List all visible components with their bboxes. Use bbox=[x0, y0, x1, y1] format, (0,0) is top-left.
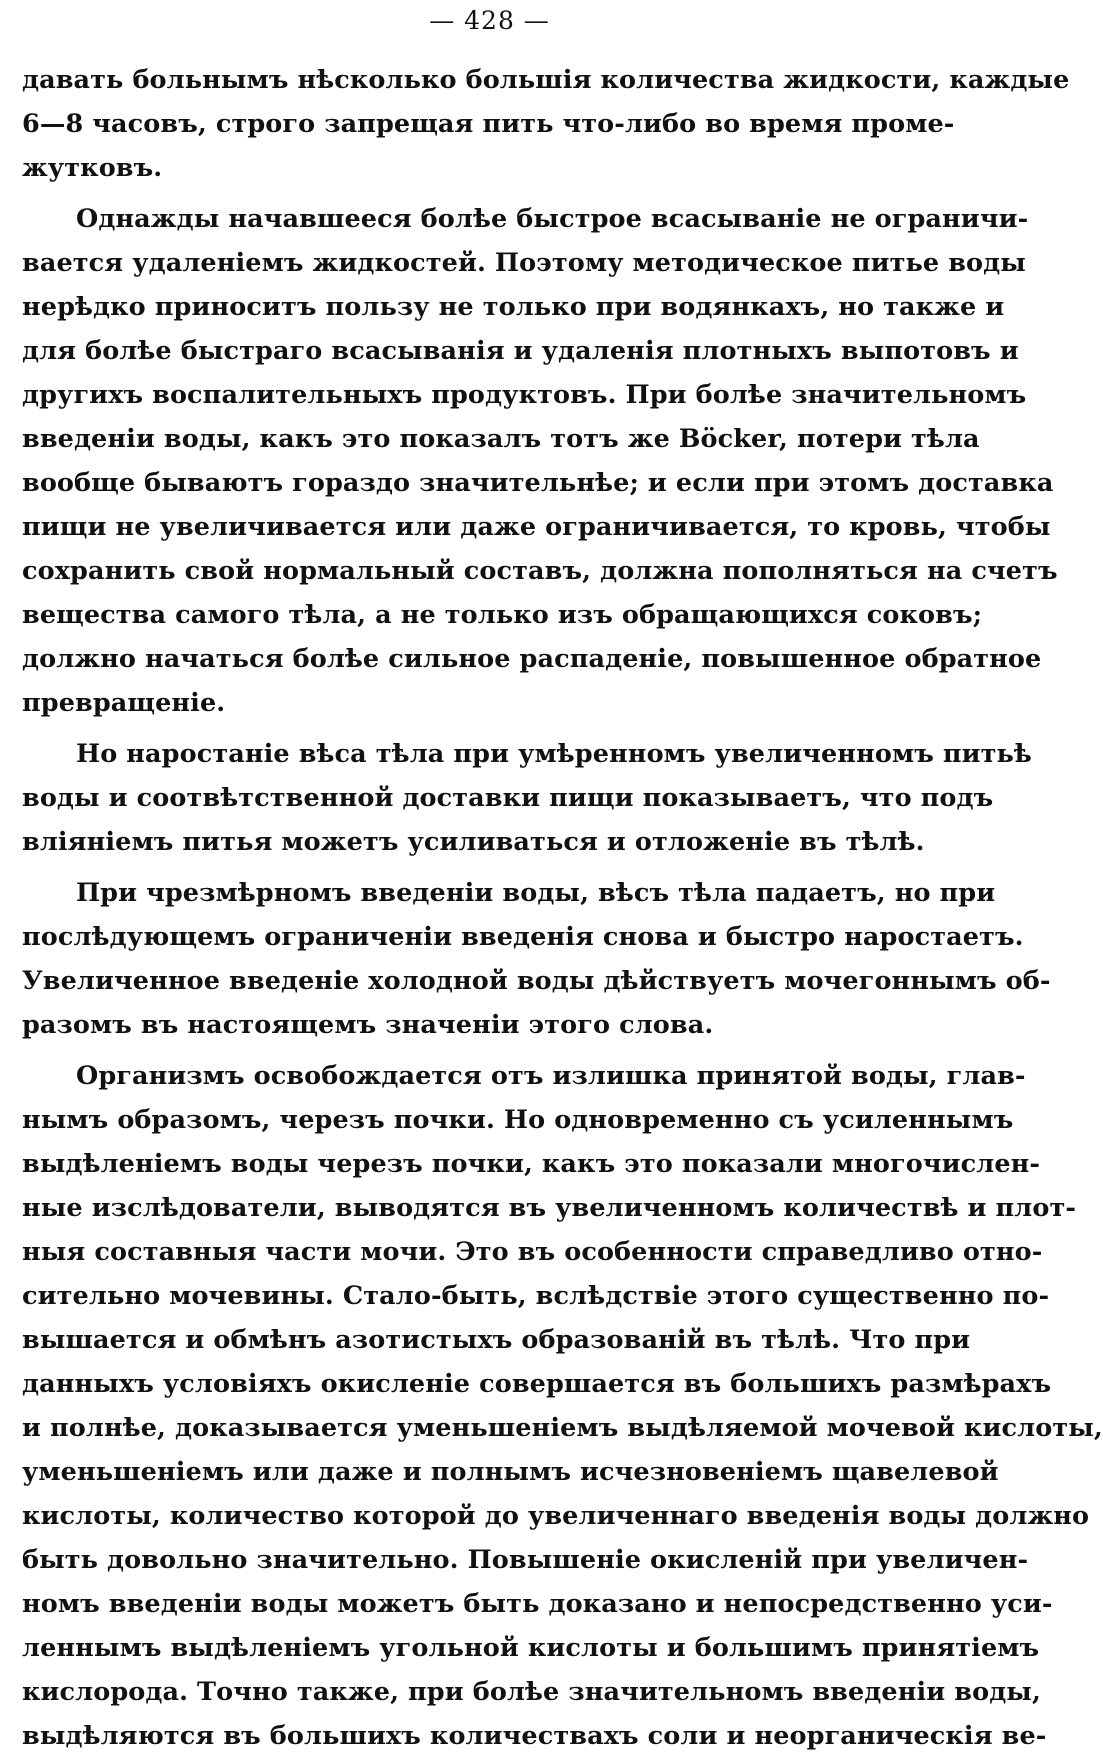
text-line: уменьшеніемъ или даже и полнымъ исчезновеніемъ щавелевой bbox=[22, 1457, 999, 1487]
text-line: Организмъ освобождается отъ излишка принятой воды, глав- bbox=[76, 1061, 1026, 1091]
text-line: превращеніе. bbox=[22, 688, 226, 718]
text-line: Но наростаніе вѣса тѣла при умѣренномъ увеличенномъ питьѣ bbox=[76, 739, 1032, 769]
text-line: введеніи воды, какъ это показалъ тотъ же Böcker, потери тѣла bbox=[22, 424, 980, 454]
text-line: номъ введеніи воды можетъ быть доказано и непосредственно уси- bbox=[22, 1589, 1053, 1619]
text-line: Увеличенное введеніе холодной воды дѣйствуетъ мочегоннымъ об- bbox=[22, 966, 1051, 996]
text-line: выдѣленіемъ воды черезъ почки, какъ это показали многочислен- bbox=[22, 1149, 1041, 1179]
text-line: вается удаленіемъ жидкостей. Поэтому методическое питье воды bbox=[22, 248, 1026, 278]
body-text bbox=[22, 58, 1103, 1758]
paragraph bbox=[22, 197, 1058, 725]
text-line: вещества самого тѣла, а не только изъ обращающихся соковъ; bbox=[22, 600, 983, 630]
text-line: должно начаться болѣе сильное распаденіе, повышенное обратное bbox=[22, 644, 1042, 674]
text-line: воды и соотвѣтственной доставки пищи показываетъ, что подъ bbox=[22, 783, 994, 813]
text-line: ные изслѣдователи, выводятся въ увеличенномъ количествѣ и плот- bbox=[22, 1193, 1077, 1223]
text-line: кислорода. Точно также, при болѣе значительномъ введеніи воды, bbox=[22, 1677, 1041, 1707]
text-line: вышается и обмѣнъ азотистыхъ образованій въ тѣлѣ. Что при bbox=[22, 1325, 971, 1355]
paragraph bbox=[22, 732, 1032, 864]
text-line: разомъ въ настоящемъ значеніи этого слова. bbox=[22, 1010, 714, 1040]
text-line: и полнѣе, доказывается уменьшеніемъ выдѣляемой мочевой кислоты, bbox=[22, 1413, 1103, 1443]
text-line: сительно мочевины. Стало-быть, вслѣдствіе этого существенно по- bbox=[22, 1281, 1050, 1311]
text-line: нерѣдко приноситъ пользу не только при водянкахъ, но также и bbox=[22, 292, 1005, 322]
text-line: При чрезмѣрномъ введеніи воды, вѣсъ тѣла падаетъ, но при bbox=[76, 878, 996, 908]
text-line: вообще бываютъ гораздо значительнѣе; и если при этомъ доставка bbox=[22, 468, 1054, 498]
text-line: жутковъ. bbox=[22, 153, 163, 183]
text-line: сохранить свой нормальный составъ, должна пополняться на счетъ bbox=[22, 556, 1058, 586]
text-line: данныхъ условіяхъ окисленіе совершается въ большихъ размѣрахъ bbox=[22, 1369, 1052, 1399]
text-line: кислоты, количество которой до увеличеннаго введенія воды должно bbox=[22, 1501, 1090, 1531]
paragraph bbox=[22, 58, 1070, 190]
text-line: 6—8 часовъ, строго запрещая пить что-либо во время проме- bbox=[22, 109, 955, 139]
text-line: выдѣляются въ большихъ количествахъ соли и неорганическія ве- bbox=[22, 1721, 1047, 1751]
paragraph bbox=[22, 871, 1051, 1047]
text-line: ныя составныя части мочи. Это въ особенности справедливо отно- bbox=[22, 1237, 1043, 1267]
text-line: для болѣе быстраго всасыванія и удаленія плотныхъ выпотовъ и bbox=[22, 336, 1019, 366]
page-number: — 428 — bbox=[429, 6, 550, 35]
text-line: нымъ образомъ, черезъ почки. Но одновременно съ усиленнымъ bbox=[22, 1105, 1014, 1135]
text-line: давать больнымъ нѣсколько большія количества жидкости, каждые bbox=[22, 65, 1070, 95]
text-line: быть довольно значительно. Повышеніе окисленій при увеличен- bbox=[22, 1545, 1029, 1575]
text-line: Однажды начавшееся болѣе быстрое всасываніе не ограничи- bbox=[76, 204, 1029, 234]
text-line: леннымъ выдѣленіемъ угольной кислоты и большимъ принятіемъ bbox=[22, 1633, 1040, 1663]
text-line: послѣдующемъ ограниченіи введенія снова и быстро наростаетъ. bbox=[22, 922, 1024, 952]
text-line: пищи не увеличивается или даже ограничивается, то кровь, чтобы bbox=[22, 512, 1051, 542]
text-line: вліяніемъ питья можетъ усиливаться и отложеніе въ тѣлѣ. bbox=[22, 827, 925, 857]
text-line: другихъ воспалительныхъ продуктовъ. При болѣе значительномъ bbox=[22, 380, 1027, 410]
paragraph bbox=[22, 1054, 1103, 1758]
